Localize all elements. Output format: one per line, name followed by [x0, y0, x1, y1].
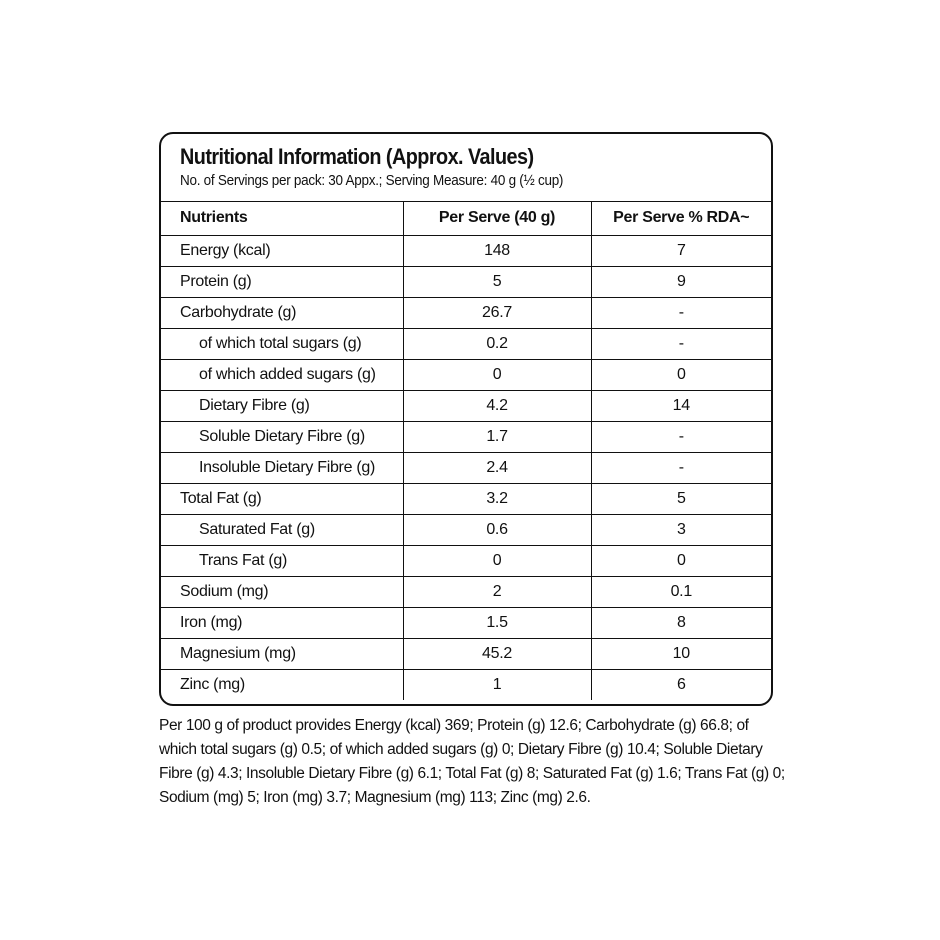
- footnote: Per 100 g of product provides Energy (kcal) 369; Protein (g) 12.6; Carbohydrate (g) 66.8; of which total sugars (g) 0.5; of which added sugars (g) 0; Dietary Fibre (g) 10.4; Soluble Dietary Fibre (g) 4.3; Insoluble Dietary Fibre (g) 6.1; Total Fat (g) 8; Saturated Fat (g) 1.6; Trans Fat (g) 0; Sodium (mg) 5; Iron (mg) 3.7; Magnesium (mg) 113; Zinc (mg) 2.6.: [159, 717, 785, 806]
- rda-value: 0: [591, 359, 771, 390]
- per-serve-value: 1.5: [403, 607, 591, 638]
- table-row: [161, 483, 771, 514]
- rda-value: 0.1: [591, 576, 771, 607]
- per-serve-value: 2.4: [403, 452, 591, 483]
- table-row: [161, 545, 771, 576]
- per-serve-value: 3.2: [403, 483, 591, 514]
- nutrient-name: Soluble Dietary Fibre (g): [161, 421, 403, 452]
- header-nutrients: Nutrients: [161, 202, 403, 235]
- nutrient-name: Carbohydrate (g): [161, 297, 403, 328]
- panel-subtitle: No. of Servings per pack: 30 Appx.; Serving Measure: 40 g (½ cup): [180, 172, 564, 189]
- rda-value: 9: [591, 266, 771, 297]
- per-serve-value: 1: [403, 669, 591, 700]
- nutrient-name: Dietary Fibre (g): [161, 390, 403, 421]
- table-row: [161, 297, 771, 328]
- per-serve-value: 4.2: [403, 390, 591, 421]
- per-serve-value: 26.7: [403, 297, 591, 328]
- per-serve-value: 0: [403, 545, 591, 576]
- rda-value: 5: [591, 483, 771, 514]
- nutrient-name: Insoluble Dietary Fibre (g): [161, 452, 403, 483]
- rda-value: -: [591, 452, 771, 483]
- table-row: [161, 421, 771, 452]
- nutrition-panel: [159, 132, 773, 706]
- nutrient-name: Total Fat (g): [161, 483, 403, 514]
- table-row: [161, 669, 771, 700]
- table-row: [161, 638, 771, 669]
- rda-value: -: [591, 297, 771, 328]
- rda-value: 14: [591, 390, 771, 421]
- rda-value: -: [591, 421, 771, 452]
- nutrient-name: Zinc (mg): [161, 669, 403, 700]
- nutrient-name: Iron (mg): [161, 607, 403, 638]
- table-row: [161, 607, 771, 638]
- rda-value: 3: [591, 514, 771, 545]
- per-serve-value: 148: [403, 235, 591, 266]
- rda-value: 8: [591, 607, 771, 638]
- nutrition-table: [161, 202, 771, 700]
- nutrient-name: of which added sugars (g): [161, 359, 403, 390]
- per-serve-value: 5: [403, 266, 591, 297]
- rda-value: 10: [591, 638, 771, 669]
- panel-header: [161, 134, 771, 202]
- table-body: [161, 235, 771, 700]
- table-row: [161, 576, 771, 607]
- table-row: [161, 266, 771, 297]
- header-per-serve: Per Serve (40 g): [403, 202, 591, 235]
- nutrient-name: Trans Fat (g): [161, 545, 403, 576]
- table-row: [161, 514, 771, 545]
- nutrient-name: Energy (kcal): [161, 235, 403, 266]
- per-serve-value: 0.6: [403, 514, 591, 545]
- rda-value: 6: [676, 675, 686, 693]
- table-row: [161, 328, 771, 359]
- nutrient-name: Magnesium (mg): [161, 638, 403, 669]
- nutrient-name: Saturated Fat (g): [161, 514, 403, 545]
- table-row: [161, 390, 771, 421]
- table-row: [161, 235, 771, 266]
- rda-value: 0: [591, 545, 771, 576]
- panel-title: Nutritional Information (Approx. Values): [180, 144, 534, 169]
- rda-value: -: [591, 328, 771, 359]
- table-header-row: [161, 202, 771, 235]
- per-serve-value: 0.2: [403, 328, 591, 359]
- per-serve-value: 45.2: [403, 638, 591, 669]
- header-rda: Per Serve % RDA~: [591, 202, 771, 235]
- per-serve-value: 1.7: [403, 421, 591, 452]
- nutrient-name: of which total sugars (g): [161, 328, 403, 359]
- rda-value: 7: [591, 235, 771, 266]
- table-row: [161, 452, 771, 483]
- table-row: [161, 359, 771, 390]
- per-serve-value: 2: [403, 576, 591, 607]
- nutrient-name: Sodium (mg): [161, 576, 403, 607]
- per-serve-value: 0: [403, 359, 591, 390]
- nutrient-name: Protein (g): [161, 266, 403, 297]
